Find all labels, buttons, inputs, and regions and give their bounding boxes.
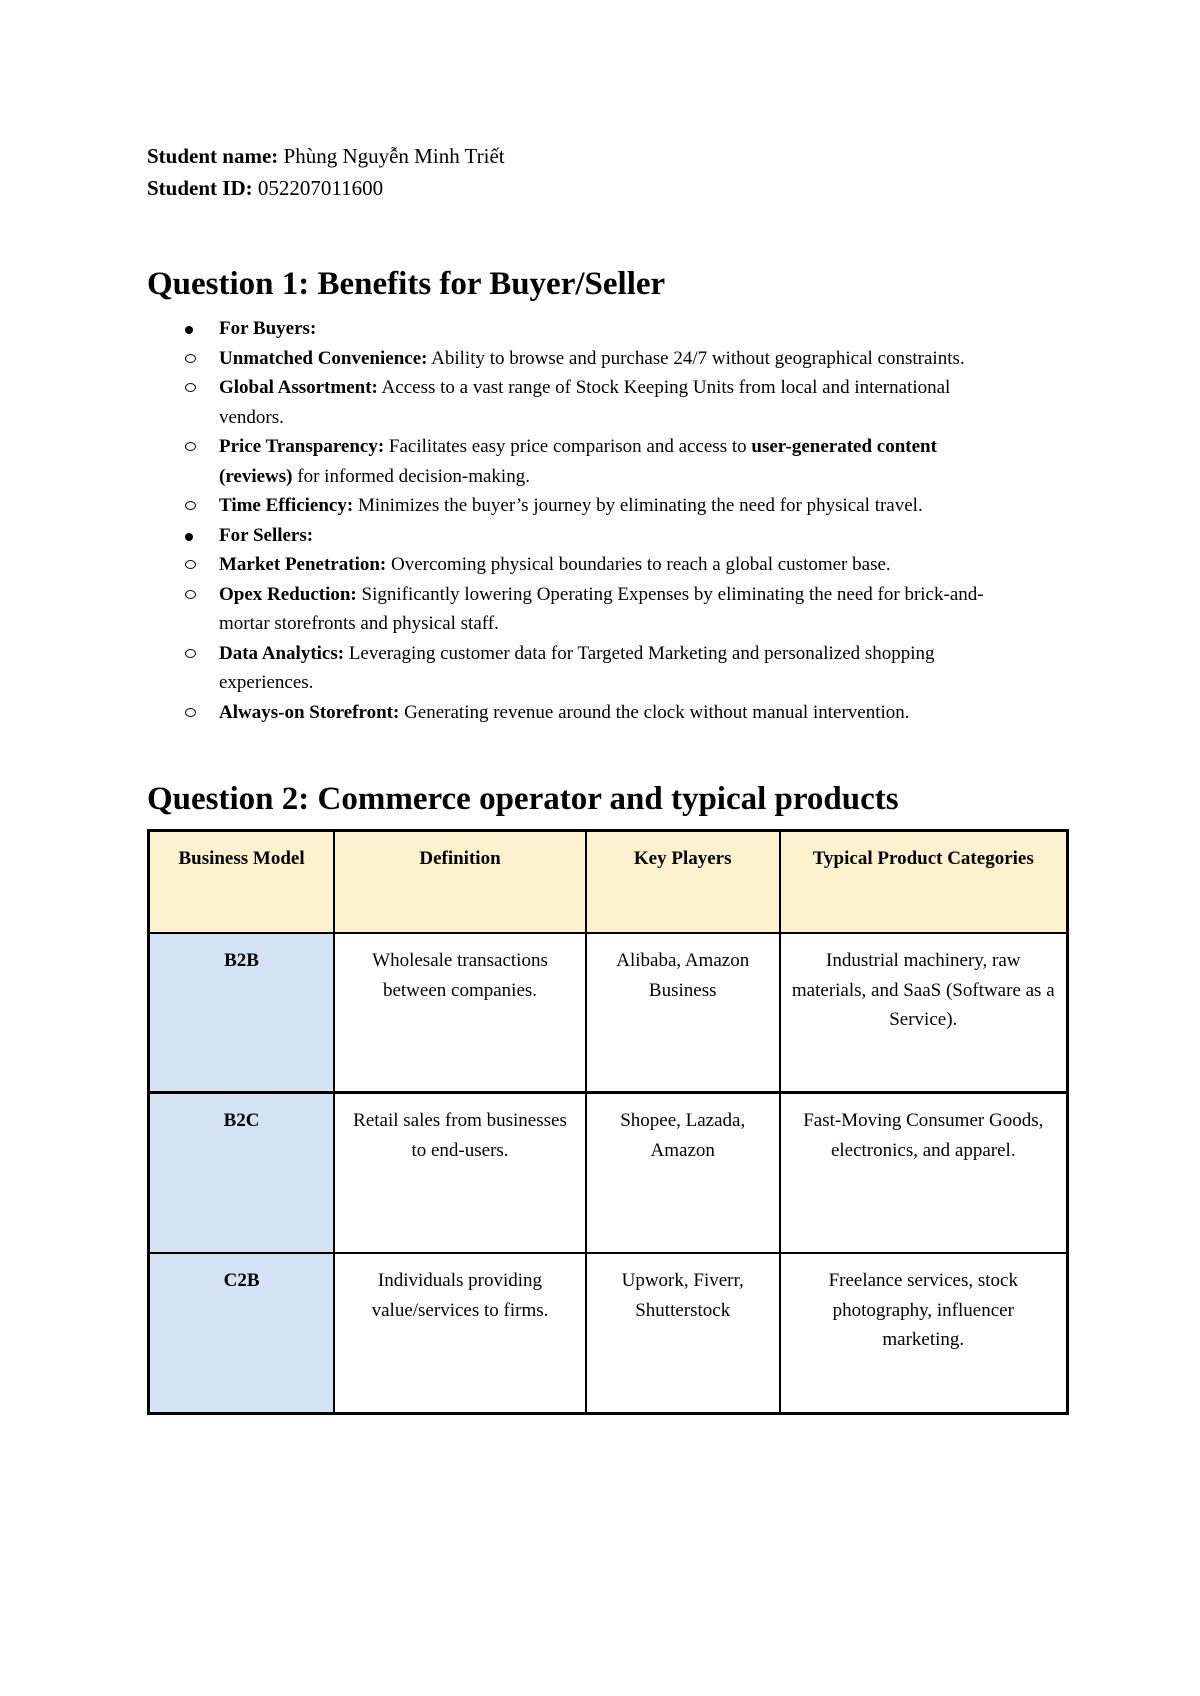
circle-bullet-icon [185,354,196,363]
benefit-term-emphasis: user-generated content (reviews) [219,436,937,487]
model-cell: C2B [149,1253,335,1414]
benefit-text: Significantly lowering Operating Expenses by eliminating the need for brick-and-mortar storefronts and physical staff. [219,583,984,634]
student-name-label: Student name: [147,144,279,168]
student-name-line [147,140,1067,172]
circle-bullet-icon [185,501,196,510]
benefit-term: Unmatched Convenience: [219,347,428,369]
sellers-benefits-list [219,550,1067,727]
benefit-term: Always-on Storefront: [219,701,400,723]
question-2-section [147,777,1067,1415]
model-cell: B2B [149,933,335,1093]
table-row [149,1093,1068,1254]
student-info [147,140,1067,204]
definition-cell: Retail sales from businesses to end-users. [334,1093,586,1254]
document-page [147,140,1067,1415]
list-item [219,344,999,374]
benefit-text: Generating revenue around the clock without manual intervention. [399,701,910,723]
table-row [149,1253,1068,1414]
table-row [149,933,1068,1093]
benefit-text: Minimizes the buyer’s journey by eliminating the need for physical travel. [353,495,923,516]
benefit-term: Data Analytics: [219,642,345,664]
sellers-group [147,521,1067,728]
circle-bullet-icon [185,708,196,717]
list-item [219,491,999,521]
question-1-list [147,314,1067,727]
benefit-text: Ability to browse and purchase 24/7 without geographical constraints. [427,347,965,369]
definition-cell: Wholesale transactions between companies. [334,933,586,1093]
benefit-text: Access to a vast range of Stock Keeping Units from local and international vendors. [219,377,951,428]
list-item [219,698,999,728]
buyers-group [147,314,1067,521]
buyers-benefits-list [219,344,1067,521]
list-item [219,639,999,698]
benefit-text: Overcoming physical boundaries to reach a global customer base. [386,554,891,575]
benefit-term: Global Assortment: [219,377,378,398]
buyers-label: For Buyers: [219,318,317,339]
header-business-model: Business Model [149,831,335,934]
categories-cell: Freelance services, stock photography, influencer marketing. [780,1253,1068,1414]
header-definition: Definition [334,831,586,934]
model-cell: B2C [149,1093,335,1254]
benefit-term: Price Transparency: [219,436,385,457]
players-cell: Upwork, Fiverr, Shutterstock [586,1253,780,1414]
header-product-categories: Typical Product Categories [780,831,1068,934]
definition-cell: Individuals providing value/services to firms. [334,1253,586,1414]
benefit-text: Leveraging customer data for Targeted Marketing and personalized shopping experiences. [219,642,935,693]
benefit-text: for informed decision-making. [292,465,530,487]
business-models-table [147,829,1069,1415]
circle-bullet-icon [185,383,196,392]
categories-cell: Industrial machinery, raw materials, and SaaS (Software as a Service). [780,933,1068,1093]
benefit-text: Facilitates easy price comparison and access to [384,436,752,457]
players-cell: Shopee, Lazada, Amazon [586,1093,780,1254]
table-header-row [149,831,1068,934]
bullet-icon [185,533,193,541]
players-cell: Alibaba, Amazon Business [586,933,780,1093]
student-id-value: 052207011600 [257,176,384,200]
benefit-term: Market Penetration: [219,554,387,575]
circle-bullet-icon [185,442,196,451]
student-id-label: Student ID: [147,176,253,200]
circle-bullet-icon [185,560,196,569]
question-2-heading: Question 2: Commerce operator and typical products [147,781,899,817]
list-item [219,432,999,491]
student-name-value: Phùng Nguyễn Minh Triết [283,144,505,168]
benefit-term: Time Efficiency: [219,495,354,516]
question-1-heading: Question 1: Benefits for Buyer/Seller [147,266,666,302]
student-id-line [147,172,1067,204]
list-item [219,373,999,432]
list-item [219,580,999,639]
bullet-icon [185,326,193,334]
circle-bullet-icon [185,590,196,599]
list-item [219,550,999,580]
circle-bullet-icon [185,649,196,658]
header-key-players: Key Players [586,831,780,934]
sellers-label: For Sellers: [219,524,314,546]
benefit-term: Opex Reduction: [219,583,357,605]
categories-cell: Fast-Moving Consumer Goods, electronics, and apparel. [780,1093,1068,1254]
